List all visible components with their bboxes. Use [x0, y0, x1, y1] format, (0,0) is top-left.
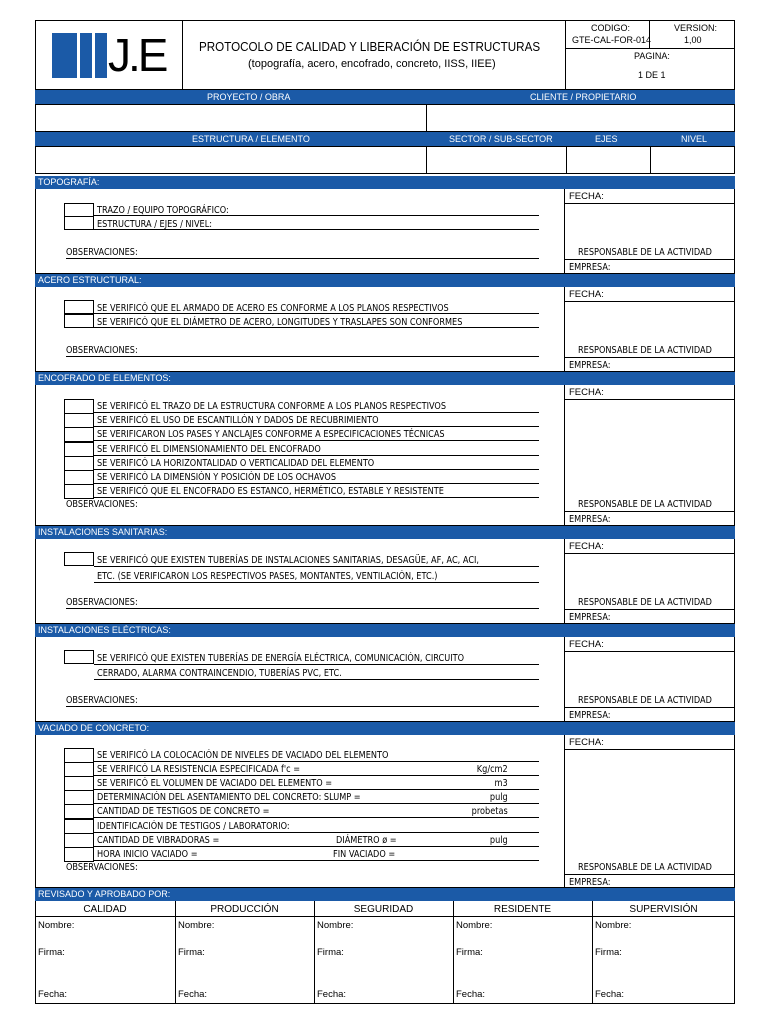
vaciado-check-6[interactable]: [64, 819, 94, 834]
approval-fecha-1: Fecha:: [38, 989, 68, 1000]
vaciado-fecha: FECHA:: [569, 737, 604, 748]
header-divider-logo: [182, 20, 183, 90]
estructura-label: ESTRUCTURA / ELEMENTO: [192, 134, 310, 144]
vaciado-check-2[interactable]: [64, 762, 94, 777]
approval-fecha-3: Fecha:: [317, 989, 347, 1000]
topografia-item-2: ESTRUCTURA / EJES / NIVEL:: [97, 219, 212, 230]
encofrado-observaciones: OBSERVACIONES:: [66, 499, 138, 510]
vaciado-line-3: [94, 789, 539, 790]
sanitarias-empresa: EMPRESA:: [569, 612, 611, 623]
vaciado-line-4: [94, 803, 539, 804]
vaciado-diametro: DIÁMETRO ø =: [336, 835, 397, 846]
topografia-line-1: [94, 215, 539, 216]
vaciado-observaciones: OBSERVACIONES:: [66, 862, 138, 873]
vaciado-item-3: SE VERIFICÓ EL VOLUMEN DE VACIADO DEL ELEMENTO =: [97, 778, 333, 789]
vaciado-fin: FIN VACIADO =: [333, 849, 396, 860]
electricas-divider: [564, 637, 565, 722]
vaciado-unit-4: pulg: [489, 792, 508, 803]
approval-firma-5: Firma:: [595, 947, 622, 958]
vaciado-unit-5: probetas: [471, 806, 508, 817]
vaciado-check-7[interactable]: [64, 833, 94, 848]
encofrado-check-5[interactable]: [64, 456, 94, 471]
nivel-field[interactable]: [650, 146, 735, 174]
topografia-check-2[interactable]: [64, 216, 94, 230]
encofrado-item-7: SE VERIFICÓ QUE EL ENCOFRADO ES ESTANCO, HERMÉTICO, ESTABLE Y RESISTENTE: [97, 486, 444, 497]
approval-col-producción: PRODUCCIÓN: [210, 904, 279, 915]
document-title: PROTOCOLO DE CALIDAD Y LIBERACIÓN DE ESTRUCTURAS: [199, 40, 541, 54]
approval-firma-3: Firma:: [317, 947, 344, 958]
approval-firma-1: Firma:: [38, 947, 65, 958]
sanitarias-line-1: SE VERIFICÓ QUE EXISTEN TUBERÍAS DE INSTALACIONES SANITARIAS, DESAGÜE, AF, AC, ACI,: [97, 555, 480, 566]
pagina-value: 1 DE 1: [638, 70, 666, 80]
sanitarias-line-2: ETC. (SE VERIFICARON LOS RESPECTIVOS PASES, MONTANTES, VENTILACIÓN, ETC.): [97, 571, 438, 582]
version-value: 1,00: [684, 35, 702, 45]
vaciado-unit-3: m3: [494, 778, 508, 789]
sector-field[interactable]: [426, 146, 567, 174]
vaciado-unit-7: pulg: [489, 835, 508, 846]
estructura-header-bar: [35, 132, 735, 146]
sanitarias-uline-2: [94, 582, 539, 583]
vaciado-line-7: [94, 846, 539, 847]
electricas-check[interactable]: [64, 650, 94, 664]
encofrado-check-6[interactable]: [64, 470, 94, 485]
estructura-field[interactable]: [35, 146, 427, 174]
approval-firma-4: Firma:: [456, 947, 483, 958]
encofrado-line-4: [94, 455, 539, 456]
encofrado-fecha-line: [564, 399, 735, 400]
ejes-label: EJES: [595, 134, 618, 144]
electricas-empresa: EMPRESA:: [569, 710, 611, 721]
approval-fecha-5: Fecha:: [595, 989, 625, 1000]
sanitarias-fecha: FECHA:: [569, 541, 604, 552]
acero-title: ACERO ESTRUCTURAL:: [35, 274, 735, 287]
pagina-label: PAGINA:: [634, 51, 670, 61]
vaciado-item-8: HORA INICIO VACIADO =: [97, 849, 198, 860]
vaciado-fecha-line: [564, 749, 735, 750]
vaciado-item-4: DETERMINACIÓN DEL ASENTAMIENTO DEL CONCRETO: SLUMP =: [97, 792, 361, 803]
encofrado-line-6: [94, 483, 539, 484]
approval-col-divider-3: [453, 901, 454, 1004]
vaciado-item-6: IDENTIFICACIÓN DE TESTIGOS / LABORATORIO:: [97, 821, 290, 832]
encofrado-line-1: [94, 412, 539, 413]
header-divider-h1: [565, 48, 735, 49]
cliente-label: CLIENTE / PROPIETARIO: [530, 92, 637, 102]
approval-nombre-3: Nombre:: [317, 920, 354, 931]
codigo-value: GTE-CAL-FOR-014: [572, 35, 652, 45]
acero-item-1: SE VERIFICÓ QUE EL ARMADO DE ACERO ES CONFORME A LOS PLANOS RESPECTIVOS: [97, 303, 449, 314]
approval-fecha-2: Fecha:: [178, 989, 208, 1000]
encofrado-responsable: RESPONSABLE DE LA ACTIVIDAD: [578, 499, 712, 510]
approval-header-line: [35, 916, 735, 917]
vaciado-check-1[interactable]: [64, 748, 94, 763]
sanitarias-divider: [564, 539, 565, 624]
vaciado-check-3[interactable]: [64, 776, 94, 791]
encofrado-fecha: FECHA:: [569, 387, 604, 398]
encofrado-check-7[interactable]: [64, 484, 94, 499]
electricas-responsable: RESPONSABLE DE LA ACTIVIDAD: [578, 695, 712, 706]
approval-col-divider-2: [314, 901, 315, 1004]
acero-line-1: [94, 313, 539, 314]
encofrado-line-5: [94, 469, 539, 470]
acero-observaciones: OBSERVACIONES:: [66, 345, 138, 356]
acero-fecha-line: [564, 301, 735, 302]
electricas-observaciones: OBSERVACIONES:: [66, 695, 138, 706]
vaciado-line-1: [94, 761, 539, 762]
encofrado-resp-line: [564, 511, 735, 512]
ejes-field[interactable]: [566, 146, 651, 174]
acero-resp-line: [564, 357, 735, 358]
topografia-line-2: [94, 229, 539, 230]
acero-obs-line: [66, 356, 539, 357]
approval-col-residente: RESIDENTE: [493, 904, 552, 915]
encofrado-item-4: SE VERIFICÓ EL DIMENSIONAMIENTO DEL ENCOFRADO: [97, 444, 321, 455]
vaciado-item-2: SE VERIFICÓ LA RESISTENCIA ESPECIFICADA f'c =: [97, 764, 301, 775]
topografia-divider: [564, 189, 565, 274]
vaciado-title: VACIADO DE CONCRETO:: [35, 722, 735, 735]
encofrado-check-3[interactable]: [64, 427, 94, 442]
approval-col-seguridad: SEGURIDAD: [353, 904, 414, 915]
document-subtitle: (topografía, acero, encofrado, concreto, IISS, IIEE): [248, 58, 496, 70]
encofrado-empresa: EMPRESA:: [569, 514, 611, 525]
electricas-uline-1: [94, 664, 539, 665]
electricas-uline-2: [94, 679, 539, 680]
vaciado-item-5: CANTIDAD DE TESTIGOS DE CONCRETO =: [97, 806, 270, 817]
approval-firma-2: Firma:: [178, 947, 205, 958]
cliente-field[interactable]: [426, 104, 735, 132]
sanitarias-responsable: RESPONSABLE DE LA ACTIVIDAD: [578, 597, 712, 608]
approval-title: REVISADO Y APROBADO POR:: [35, 888, 735, 901]
acero-line-2: [94, 327, 539, 328]
electricas-line-1: SE VERIFICÓ QUE EXISTEN TUBERÍAS DE ENERGÍA ELÉCTRICA, COMUNICACIÓN, CIRCUITO: [97, 653, 465, 664]
sanitarias-obs-line: [66, 608, 539, 609]
vaciado-responsable: RESPONSABLE DE LA ACTIVIDAD: [578, 862, 712, 873]
vaciado-line-2: [94, 775, 539, 776]
topografia-title: TOPOGRAFÍA:: [35, 176, 735, 189]
approval-col-divider-4: [592, 901, 593, 1004]
encofrado-line-2: [94, 426, 539, 427]
vaciado-divider: [564, 735, 565, 888]
approval-col-supervisión: SUPERVISIÓN: [629, 904, 698, 915]
topografia-fecha: FECHA:: [569, 191, 604, 202]
approval-col-calidad: CALIDAD: [83, 904, 127, 915]
sanitarias-resp-line: [564, 609, 735, 610]
topografia-observaciones: OBSERVACIONES:: [66, 247, 138, 258]
encofrado-item-1: SE VERIFICÓ EL TRAZO DE LA ESTRUCTURA CONFORME A LOS PLANOS RESPECTIVOS: [97, 401, 447, 412]
logo-text: J.E: [108, 29, 166, 81]
encofrado-line-3: [94, 440, 539, 441]
vaciado-check-5[interactable]: [64, 804, 94, 819]
approval-nombre-1: Nombre:: [38, 920, 75, 931]
topografia-empresa: EMPRESA:: [569, 262, 611, 273]
acero-check-1[interactable]: [64, 300, 94, 314]
encofrado-check-1[interactable]: [64, 399, 94, 414]
encofrado-line-7: [94, 497, 539, 498]
approval-nombre-4: Nombre:: [456, 920, 493, 931]
vaciado-check-8[interactable]: [64, 847, 94, 862]
vaciado-line-5: [94, 817, 539, 818]
sanitarias-uline-1: [94, 566, 539, 567]
proyecto-field[interactable]: [35, 104, 427, 132]
vaciado-check-4[interactable]: [64, 790, 94, 805]
electricas-obs-line: [66, 706, 539, 707]
sector-label: SECTOR / SUB-SECTOR: [449, 134, 553, 144]
encofrado-divider: [564, 385, 565, 526]
company-logo: [52, 29, 172, 81]
approval-nombre-5: Nombre:: [595, 920, 632, 931]
encofrado-item-5: SE VERIFICÓ LA HORIZONTALIDAD O VERTICALIDAD DEL ELEMENTO: [97, 458, 375, 469]
topografia-item-1: TRAZO / EQUIPO TOPOGRÁFICO:: [97, 205, 229, 216]
acero-divider: [564, 287, 565, 372]
topografia-resp-line: [564, 259, 735, 260]
topografia-responsable: RESPONSABLE DE LA ACTIVIDAD: [578, 247, 712, 258]
approval-col-divider-1: [175, 901, 176, 1004]
sanitarias-check[interactable]: [64, 552, 94, 566]
acero-empresa: EMPRESA:: [569, 360, 611, 371]
approval-nombre-2: Nombre:: [178, 920, 215, 931]
topografia-check-1[interactable]: [64, 203, 94, 217]
codigo-label: CODIGO:: [591, 23, 631, 33]
vaciado-line-8: [94, 860, 539, 861]
electricas-fecha-line: [564, 651, 735, 652]
encofrado-item-6: SE VERIFICÓ LA DIMENSIÓN Y POSICIÓN DE LOS OCHAVOS: [97, 472, 337, 483]
topografia-obs-line: [66, 258, 539, 259]
vaciado-empresa: EMPRESA:: [569, 877, 611, 888]
vaciado-line-6: [94, 832, 539, 833]
electricas-resp-line: [564, 707, 735, 708]
acero-responsable: RESPONSABLE DE LA ACTIVIDAD: [578, 345, 712, 356]
acero-fecha: FECHA:: [569, 289, 604, 300]
topografia-fecha-line: [564, 203, 735, 204]
sanitarias-observaciones: OBSERVACIONES:: [66, 597, 138, 608]
vaciado-resp-line: [564, 874, 735, 875]
electricas-fecha: FECHA:: [569, 639, 604, 650]
header-divider-code: [565, 20, 566, 90]
approval-fecha-4: Fecha:: [456, 989, 486, 1000]
version-label: VERSION:: [674, 23, 718, 33]
electricas-title: INSTALACIONES ELÉCTRICAS:: [35, 624, 735, 637]
vaciado-unit-2: Kg/cm2: [476, 764, 508, 775]
vaciado-item-7: CANTIDAD DE VIBRADORAS =: [97, 835, 220, 846]
proyecto-label: PROYECTO / OBRA: [207, 92, 291, 102]
encofrado-item-3: SE VERIFICARON LOS PASES Y ANCLAJES CONFORME A ESPECIFICACIONES TÉCNICAS: [97, 429, 445, 440]
sanitarias-fecha-line: [564, 553, 735, 554]
electricas-line-2: CERRADO, ALARMA CONTRAINCENDIO, TUBERÍAS PVC, ETC.: [97, 668, 342, 679]
vaciado-item-1: SE VERIFICÓ LA COLOCACIÓN DE NIVELES DE VACIADO DEL ELEMENTO: [97, 750, 389, 761]
acero-item-2: SE VERIFICÓ QUE EL DIÁMETRO DE ACERO, LONGITUDES Y TRASLAPES SON CONFORMES: [97, 317, 463, 328]
encofrado-title: ENCOFRADO DE ELEMENTOS:: [35, 372, 735, 385]
acero-check-2[interactable]: [64, 314, 94, 328]
sanitarias-title: INSTALACIONES SANITARIAS:: [35, 526, 735, 539]
encofrado-item-2: SE VERIFICÓ EL USO DE ESCANTILLÓN Y DADOS DE RECUBRIMIENTO: [97, 415, 379, 426]
encofrado-check-2[interactable]: [64, 413, 94, 428]
encofrado-check-4[interactable]: [64, 442, 94, 457]
nivel-label: NIVEL: [681, 134, 708, 144]
